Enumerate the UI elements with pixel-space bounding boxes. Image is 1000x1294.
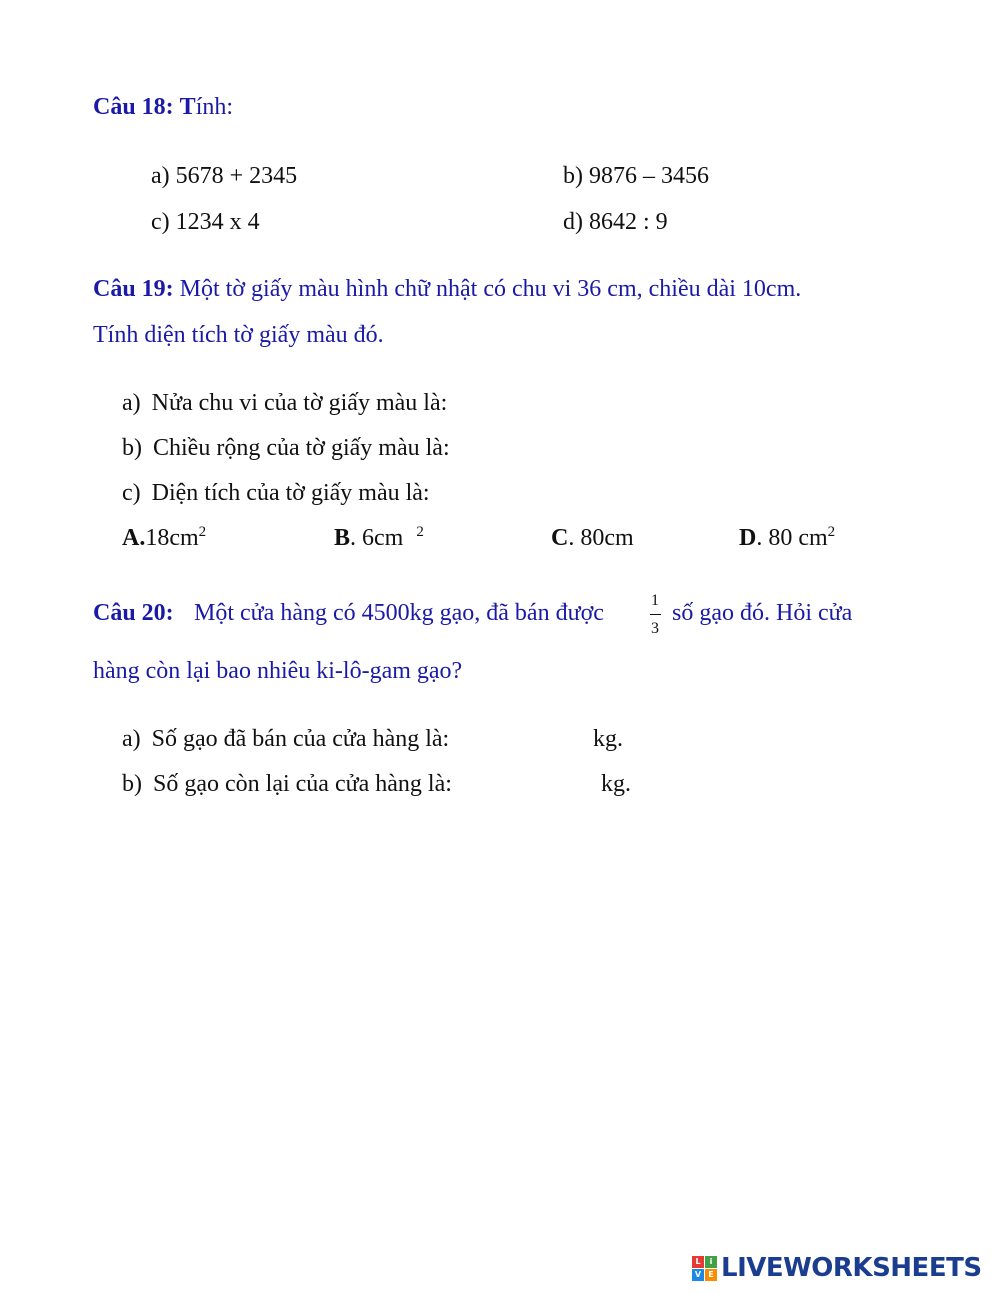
q20-item-a-marker: a) — [122, 726, 141, 752]
q19-item-c-marker: c) — [122, 480, 141, 506]
logo-grid-icon — [692, 1256, 717, 1281]
fraction-denominator: 3 — [651, 620, 659, 637]
q19-option-a-text: 18cm — [145, 525, 199, 551]
question-20-line2: hàng còn lại bao nhiêu ki-lô-gam gạo? — [93, 658, 463, 684]
q19-option-b-text: . 6cm — [350, 525, 404, 551]
q19-item-c-text: Diện tích của tờ giấy màu là: — [151, 480, 430, 506]
question-20-label: Câu 20: — [93, 600, 174, 626]
q20-item-b-marker: b) — [122, 771, 142, 797]
liveworksheets-logo — [692, 1253, 982, 1283]
q18-item-b: b) 9876 – 3456 — [563, 163, 709, 189]
fraction-numerator: 1 — [651, 592, 659, 609]
q20-item-a-unit: kg. — [593, 726, 623, 752]
q19-option-b-letter: B — [334, 525, 351, 551]
q19-option-c-text: . 80cm — [568, 525, 634, 551]
q19-option-d-letter: D — [739, 525, 757, 551]
logo-cell: i — [705, 1256, 717, 1268]
q19-item-b — [122, 435, 450, 462]
q19-item-a-text: Nửa chu vi của tờ giấy màu là: — [151, 390, 448, 416]
q19-item-b-marker: b) — [122, 435, 142, 461]
question-19-label: Câu 19: — [93, 276, 174, 302]
q20-item-b — [122, 771, 452, 798]
q19-option-a-sup: 2 — [198, 524, 207, 540]
q19-option-b-sup: 2 — [416, 524, 424, 540]
q18-item-c: c) 1234 x 4 — [151, 209, 260, 235]
q19-option-b[interactable] — [334, 525, 424, 552]
logo-text: LIVEWORKSHEETS — [721, 1253, 982, 1283]
question-20-text-after: số gạo đó. Hỏi cửa — [672, 600, 853, 626]
question-19-text: Một tờ giấy màu hình chữ nhật có chu vi 36 cm, chiều dài 10cm. — [173, 276, 802, 302]
q18-item-d: d) 8642 : 9 — [563, 209, 668, 235]
question-18-title-initial: T — [179, 94, 196, 120]
q19-option-d-text: . 80 cm — [756, 525, 828, 551]
question-18-label: Câu 18: — [93, 94, 174, 120]
question-19-line1 — [93, 276, 801, 303]
logo-cell: E — [705, 1269, 717, 1281]
logo-cell: V — [692, 1269, 704, 1281]
q20-item-b-text: Số gạo còn lại của cửa hàng là: — [153, 771, 452, 797]
question-20-label-wrap — [93, 600, 174, 627]
question-19-line2: Tính diện tích tờ giấy màu đó. — [93, 322, 384, 348]
q19-option-d-sup: 2 — [827, 524, 836, 540]
q20-item-b-unit: kg. — [601, 771, 631, 797]
question-18-title: ính: — [195, 94, 234, 120]
fraction-bar — [650, 614, 661, 615]
q18-item-a: a) 5678 + 2345 — [151, 163, 298, 189]
q20-item-a — [122, 726, 449, 753]
question-20-text-before: Một cửa hàng có 4500kg gạo, đã bán được — [194, 600, 604, 626]
question-18-heading — [93, 94, 233, 121]
q19-option-a[interactable] — [122, 525, 206, 552]
q19-option-a-letter: A. — [122, 525, 146, 551]
q20-item-a-text: Số gạo đã bán của cửa hàng là: — [151, 726, 450, 752]
q19-option-d[interactable] — [739, 525, 835, 552]
q19-item-a — [122, 390, 447, 417]
q19-option-c[interactable] — [551, 525, 634, 552]
q19-option-c-letter: C — [551, 525, 569, 551]
q19-item-a-marker: a) — [122, 390, 141, 416]
logo-cell: L — [692, 1256, 704, 1268]
q19-item-b-text: Chiều rộng của tờ giấy màu là: — [153, 435, 450, 461]
q19-item-c — [122, 480, 430, 507]
